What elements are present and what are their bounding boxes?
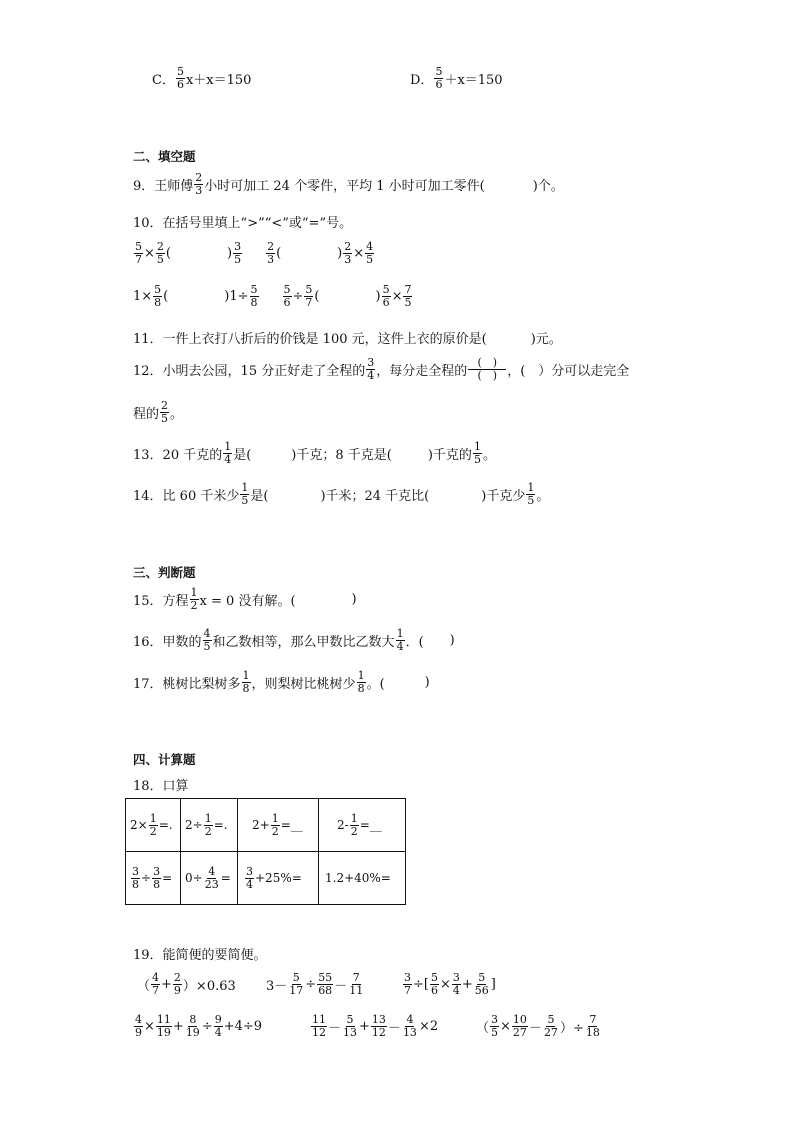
- q16-text-d: ): [449, 633, 455, 648]
- q13-text-a: 13．20 千克的: [133, 448, 223, 463]
- fraction: $\frac{1}{2}$: [204, 811, 212, 838]
- paren-open: (: [276, 246, 282, 261]
- fraction: $\frac{2}{5}$: [161, 399, 169, 425]
- expr-text: +4÷9: [223, 1019, 263, 1034]
- expr-text: 0÷: [185, 870, 203, 885]
- fraction: $\frac{1}{5}$: [473, 440, 481, 466]
- expr-text: =.: [213, 817, 228, 832]
- q17-text-c: 。(: [366, 677, 385, 692]
- section-heading-fill-blank: 二、填空题: [133, 149, 196, 164]
- fraction: $\frac{3}{4}$: [367, 356, 375, 382]
- option-text: x＋x＝150: [185, 73, 252, 88]
- paren-close: )1÷: [224, 289, 249, 304]
- fraction: $\frac{7}{11}$: [349, 971, 364, 997]
- q15-text-c: ): [351, 592, 357, 607]
- expr-text: +25%=: [255, 870, 302, 885]
- q15-text-b: x = 0 没有解。(: [199, 594, 296, 609]
- operator: ÷: [141, 870, 152, 885]
- question-16: [133, 628, 455, 653]
- expr-text: =__: [280, 817, 303, 832]
- fraction: $\frac{5}{13}$: [343, 1013, 358, 1039]
- fraction: $\frac{3}{8}$: [153, 864, 161, 891]
- paren-close: ): [337, 246, 343, 261]
- question-10-row-2: [133, 284, 413, 309]
- table-cell[interactable]: [238, 799, 319, 852]
- expression-6: [476, 1014, 602, 1039]
- fraction: $\frac{11}{12}$: [312, 1013, 326, 1039]
- expression-5: [310, 1014, 438, 1039]
- fraction: $\frac{5}{6}$: [435, 65, 443, 91]
- paren-open: (: [165, 246, 171, 261]
- fraction: $\frac{55}{68}$: [318, 971, 333, 997]
- table-cell[interactable]: [319, 799, 406, 852]
- fraction: $\frac{5}{8}$: [154, 283, 162, 309]
- fraction: $\frac{3}{7}$: [404, 971, 411, 997]
- operator: ×: [500, 1019, 511, 1034]
- question-17: [133, 670, 430, 695]
- q14-text-b: 是(: [250, 489, 269, 504]
- fraction: $\frac{5}{6}$: [382, 283, 390, 309]
- question-18-title: 18．口算: [133, 779, 189, 794]
- fraction: $\frac{7}{18}$: [585, 1013, 600, 1039]
- fraction: $\frac{5}{27}$: [543, 1013, 558, 1039]
- fraction: $\frac{1}{2}$: [149, 811, 157, 838]
- operator: ÷: [201, 1019, 213, 1034]
- q14-text-c: )千米；24 千克比(: [320, 489, 430, 504]
- fraction: $\frac{4}{9}$: [135, 1013, 142, 1039]
- table-row: [126, 799, 406, 852]
- expr-text: ）×0.63: [182, 979, 236, 994]
- paren-open: (: [314, 289, 320, 304]
- q12-text-e: 。: [170, 407, 184, 422]
- operator: ×: [144, 246, 155, 261]
- fraction-blank[interactable]: $\frac{( )}{( )}$: [468, 357, 506, 382]
- expr-text: 2-: [337, 817, 349, 832]
- expr-text: ×2: [418, 1019, 439, 1034]
- fraction: $\frac{4}{23}$: [204, 864, 219, 891]
- fraction: $\frac{1}{2}$: [271, 811, 279, 838]
- expr-text: 2÷: [185, 817, 203, 832]
- table-cell[interactable]: [181, 799, 238, 852]
- fraction: $\frac{5}{7}$: [135, 240, 142, 266]
- fraction: $\frac{9}{4}$: [214, 1013, 222, 1039]
- question-12-cont: [133, 400, 183, 425]
- question-19-title: 19．能简便的要简便。: [133, 948, 267, 963]
- fraction: $\frac{5}{8}$: [250, 283, 258, 309]
- expression-1: [137, 972, 236, 997]
- q15-text-a: 15．方程: [133, 594, 189, 609]
- q12-text-c: ，( ）分可以走完全: [507, 364, 630, 379]
- fraction: $\frac{1}{4}$: [224, 440, 232, 466]
- q9-text-a: 9．王师傅: [133, 179, 194, 194]
- fraction: $\frac{1}{8}$: [242, 669, 250, 695]
- expr-text: =: [220, 870, 231, 885]
- operator: －: [334, 979, 348, 994]
- q16-text-b: 和乙数相等，那么甲数比乙数大: [212, 635, 395, 650]
- operator: ÷: [305, 977, 317, 992]
- expr-text: 3－: [266, 979, 288, 994]
- question-10-title: 10．在括号里填上“>”“<”或“=”号。: [133, 216, 353, 231]
- expr-text: （: [476, 1021, 490, 1036]
- option-label: D．: [410, 73, 434, 88]
- q13-text-e: 。: [482, 448, 496, 463]
- question-13: [133, 441, 496, 466]
- fraction: $\frac{2}{3}$: [344, 240, 352, 266]
- expr-text: ]: [490, 977, 496, 992]
- fraction: $\frac{1}{4}$: [396, 627, 404, 653]
- q16-text-c: ．(: [405, 635, 424, 650]
- fraction: $\frac{13}{12}$: [371, 1013, 386, 1039]
- operator: ×: [391, 289, 403, 304]
- q9-text-c: )个。: [532, 179, 564, 194]
- paren-close: ): [226, 246, 233, 261]
- operator: +: [172, 1019, 184, 1034]
- paren-close: ): [375, 289, 381, 304]
- q12-text-b: ，每分走全程的: [376, 364, 468, 379]
- section-heading-true-false: 三、判断题: [133, 565, 196, 580]
- fraction: $\frac{4}{5}$: [203, 627, 211, 653]
- fraction: $\frac{10}{27}$: [512, 1013, 527, 1039]
- fraction: $\frac{3}{8}$: [132, 864, 139, 891]
- operator: －: [528, 1021, 542, 1036]
- q14-text-e: 。: [536, 489, 550, 504]
- fraction: $\frac{4}{13}$: [402, 1013, 417, 1039]
- expr-text: =: [162, 870, 173, 885]
- table-cell[interactable]: [181, 852, 238, 905]
- q12-text-d: 程的: [133, 407, 160, 422]
- operator: －: [328, 1021, 342, 1036]
- fraction: $\frac{1}{2}$: [350, 811, 358, 838]
- q17-text-b: ，则梨树比桃树少: [251, 677, 356, 692]
- option-text: ＋x＝150: [444, 73, 503, 88]
- q11-text-b: )元。: [530, 332, 562, 347]
- q17-text-a: 17．桃树比梨树多: [133, 677, 241, 692]
- section-heading-calculation: 四、计算题: [133, 752, 196, 767]
- operator: +: [359, 1019, 370, 1034]
- fraction: $\frac{4}{5}$: [366, 240, 374, 266]
- fraction: $\frac{1}{2}$: [190, 586, 198, 612]
- question-11: [133, 328, 562, 347]
- option-d: [410, 66, 503, 91]
- table-cell[interactable]: [126, 852, 181, 905]
- fraction: $\frac{5}{7}$: [305, 283, 313, 309]
- q14-text-d: )千克少: [481, 489, 526, 504]
- expression-4: [133, 1014, 262, 1039]
- fraction: $\frac{5}{6}$: [176, 65, 184, 91]
- fraction: $\frac{5}{17}$: [289, 971, 304, 997]
- question-9: [133, 172, 564, 197]
- operator: ×: [353, 246, 365, 261]
- expr-text: 1.2+40%=: [325, 871, 391, 885]
- q9-text-b: 小时可加工 24 个零件，平均 1 小时可加工零件(: [204, 179, 485, 194]
- fraction: $\frac{3}{4}$: [246, 864, 253, 891]
- operator: －: [387, 1021, 401, 1036]
- fraction: $\frac{4}{7}$: [152, 971, 160, 997]
- question-12: [133, 357, 629, 382]
- expr-text: 2×: [130, 817, 148, 832]
- fraction: $\frac{5}{6}$: [283, 283, 291, 309]
- q14-text-a: 14．比 60 千米少: [133, 489, 240, 504]
- q13-text-d: )千克的: [427, 448, 472, 463]
- table-cell[interactable]: [238, 852, 319, 905]
- option-c: [152, 66, 251, 91]
- fraction: $\frac{11}{19}$: [156, 1013, 171, 1039]
- expr-text: 2+: [252, 817, 270, 832]
- operator: +: [461, 977, 473, 992]
- fraction: $\frac{3}{5}$: [491, 1013, 499, 1039]
- operator: ÷: [292, 289, 304, 304]
- fraction: $\frac{1}{5}$: [527, 481, 535, 507]
- expr-text: =__: [359, 817, 382, 832]
- fraction: $\frac{3}{5}$: [234, 240, 242, 266]
- expr-text: =.: [158, 817, 173, 832]
- fraction: $\frac{1}{8}$: [357, 669, 365, 695]
- question-15: [133, 587, 357, 612]
- table-row: [126, 852, 406, 905]
- question-10-row-1: [133, 241, 375, 266]
- operator: ×: [144, 1019, 155, 1034]
- fraction: $\frac{5}{6}$: [430, 971, 438, 997]
- fraction: $\frac{3}{4}$: [452, 971, 460, 997]
- q16-text-a: 16．甲数的: [133, 635, 202, 650]
- fraction: $\frac{2}{3}$: [195, 171, 203, 197]
- expr-text: ÷[: [413, 977, 429, 992]
- q11-text-a: 11．一件上衣打八折后的价钱是 100 元，这件上衣的原价是(: [133, 332, 487, 347]
- table-cell[interactable]: [319, 852, 406, 905]
- q13-text-b: 是(: [233, 448, 252, 463]
- table-cell[interactable]: [126, 799, 181, 852]
- fraction: $\frac{5}{56}$: [474, 971, 489, 997]
- fraction: $\frac{2}{3}$: [267, 240, 275, 266]
- mental-math-table: [125, 798, 406, 905]
- question-14: [133, 482, 549, 507]
- operator: +: [161, 977, 172, 992]
- expression-2: [266, 972, 365, 997]
- fraction: $\frac{7}{5}$: [404, 283, 412, 309]
- expr-text: 1×: [133, 289, 153, 304]
- fraction: $\frac{2}{9}$: [173, 971, 181, 997]
- operator: ×: [439, 977, 451, 992]
- q17-text-d: ): [424, 675, 430, 690]
- fraction: $\frac{2}{5}$: [156, 240, 164, 266]
- option-label: C．: [152, 73, 175, 88]
- fraction: $\frac{8}{19}$: [185, 1013, 200, 1039]
- expr-text: ）÷: [559, 1021, 584, 1036]
- q12-text-a: 12．小明去公园，15 分正好走了全程的: [133, 364, 366, 379]
- paren-open: (: [163, 289, 169, 304]
- q13-text-c: )千克；8 千克是(: [291, 448, 392, 463]
- fraction: $\frac{1}{5}$: [241, 481, 249, 507]
- expression-3: [402, 972, 496, 997]
- expr-text: （: [137, 979, 151, 994]
